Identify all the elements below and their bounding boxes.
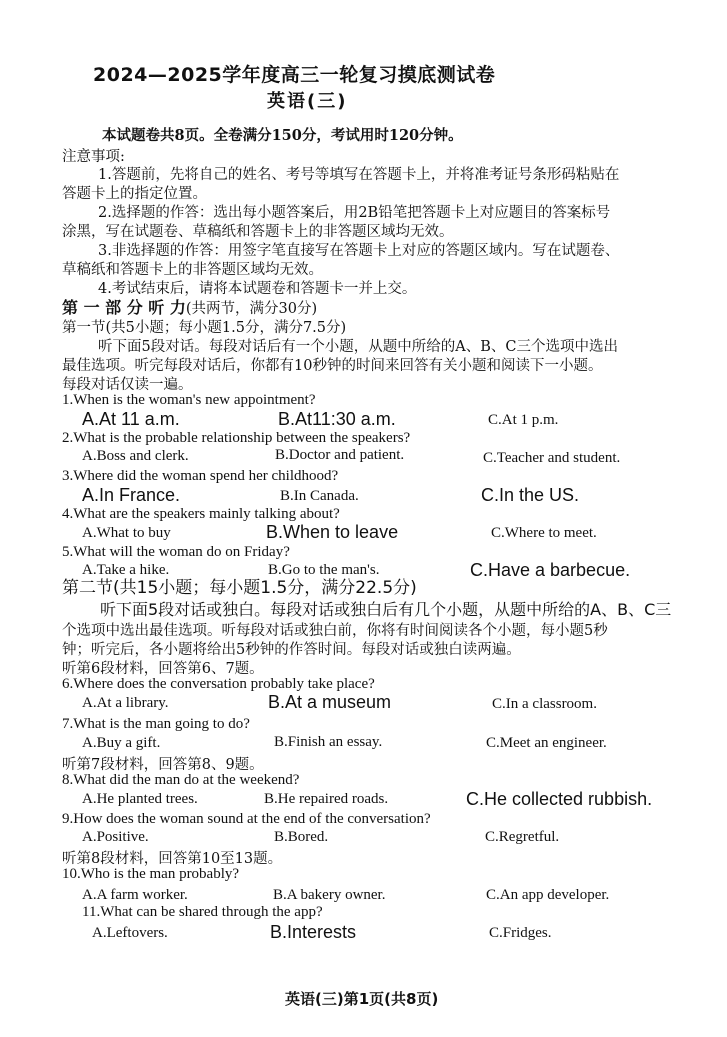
q7-option-b: B.Finish an essay. [274, 734, 383, 750]
question-6: 6.Where does the conversation probably take place? [62, 676, 375, 692]
section2-heading: 第二节(共15小题；每小题1.5分，满分22.5分) [62, 578, 417, 598]
q9-option-a: A.Positive. [82, 829, 149, 845]
question-5: 5.What will the woman do on Friday? [62, 544, 290, 560]
material-8-instr: 听第8段材料，回答第10至13题。 [62, 851, 283, 867]
notice-item-4: 4.考试结束后，请将本试题卷和答题卡一并上交。 [98, 281, 417, 297]
part1-heading-main: 第 一 部 分 听 力 [62, 298, 186, 317]
section2-instr-c: 钟；听完后，各小题将给出5秒钟的作答时间。每段对话或独白读两遍。 [62, 642, 521, 658]
q2-option-c: C.Teacher and student. [483, 450, 621, 466]
q2-option-a: A.Boss and clerk. [82, 448, 189, 464]
q10-option-c: C.An app developer. [486, 887, 610, 903]
question-1: 1.When is the woman's new appointment? [62, 392, 316, 408]
q3-option-a: A.In France. [82, 485, 181, 505]
q3-option-b: B.In Canada. [280, 488, 359, 504]
q11-option-c: C.Fridges. [489, 925, 552, 941]
question-2: 2.What is the probable relationship between the speakers? [62, 430, 411, 446]
page-footer: 英语(三)第1页(共8页) [285, 990, 439, 1008]
question-10: 10.Who is the man probably? [62, 866, 240, 882]
section1-heading: 第一节(共5小题；每小题1.5分，满分7.5分) [62, 320, 347, 336]
q4-option-c: C.Where to meet. [491, 525, 597, 541]
notice-item-3b: 草稿纸和答题卡上的非答题区域均无效。 [62, 262, 323, 278]
q10-option-a: A.A farm worker. [82, 887, 188, 903]
part1-heading [62, 295, 317, 318]
question-7: 7.What is the man going to do? [62, 716, 250, 732]
section1-instr-a: 听下面5段对话。每段对话后有一个小题，从题中所给的A、B、C三个选项中选出 [98, 339, 618, 355]
notice-item-3a: 3.非选择题的作答：用签字笔直接写在答题卡上对应的答题区域内。写在试题卷、 [98, 243, 620, 259]
question-8: 8.What did the man do at the weekend? [62, 772, 300, 788]
q4-option-b: B.When to leave [266, 522, 399, 542]
q1-option-a: A.At 11 a.m. [82, 409, 180, 429]
q5-option-c: C.Have a barbecue. [470, 560, 631, 580]
section1-instr-c: 每段对话仅读一遍。 [62, 377, 193, 393]
page-subtitle: 英语(三) [267, 91, 348, 112]
section1-instr-b: 最佳选项。听完每段对话后，你都有10秒钟的时间来回答有关小题和阅读下一小题。 [62, 358, 603, 374]
q7-option-a: A.Buy a gift. [82, 735, 161, 751]
q8-option-a: A.He planted trees. [82, 791, 198, 807]
question-9: 9.How does the woman sound at the end of the conversation? [62, 811, 431, 827]
q3-option-c: C.In the US. [481, 485, 580, 505]
q4-option-a: A.What to buy [82, 525, 171, 541]
q9-option-b: B.Bored. [274, 829, 329, 845]
part1-heading-note: (共两节，满分30分) [185, 301, 318, 317]
notice-item-1a: 1.答题前，先将自己的姓名、考号等填写在答题卡上，并将准考证号条形码粘贴在 [98, 167, 620, 183]
q11-option-a: A.Leftovers. [92, 925, 168, 941]
question-4: 4.What are the speakers mainly talking about? [62, 506, 340, 522]
q1-option-b: B.At11:30 a.m. [278, 409, 396, 429]
exam-summary: 本试题卷共8页。全卷满分150分，考试用时120分钟。 [102, 127, 463, 144]
q2-option-b: B.Doctor and patient. [275, 447, 405, 463]
section2-instr-b: 个选项中选出最佳选项。听每段对话或独白前，你将有时间阅读各个小题，每小题5秒 [62, 623, 608, 639]
q8-option-c: C.He collected rubbish. [466, 789, 653, 809]
q9-option-c: C.Regretful. [485, 829, 560, 845]
notice-item-2a: 2.选择题的作答：选出每小题答案后，用2B铅笔把答题卡上对应题目的答案标号 [98, 205, 611, 221]
notice-item-2b: 涂黑，写在试题卷、草稿纸和答题卡上的非答题区域均无效。 [62, 224, 454, 240]
q6-option-a: A.At a library. [82, 695, 169, 711]
question-3: 3.Where did the woman spend her childhood? [62, 468, 339, 484]
notice-item-1b: 答题卡上的指定位置。 [62, 186, 207, 202]
q5-option-b: B.Go to the man's. [268, 562, 380, 578]
material-6-instr: 听第6段材料，回答第6、7题。 [62, 661, 264, 677]
q8-option-b: B.He repaired roads. [264, 791, 389, 807]
material-7-instr: 听第7段材料，回答第8、9题。 [62, 757, 264, 773]
question-11: 11.What can be shared through the app? [82, 904, 323, 920]
q6-option-b: B.At a museum [268, 692, 392, 712]
section2-instr-a: 听下面5段对话或独白。每段对话或独白后有几个小题，从题中所给的A、B、C三 [100, 600, 672, 619]
notice-heading: 注意事项: [62, 149, 125, 165]
page-title: 2024—2025学年度高三一轮复习摸底测试卷 [93, 64, 496, 86]
q10-option-b: B.A bakery owner. [273, 887, 386, 903]
q11-option-b: B.Interests [270, 922, 357, 942]
q6-option-c: C.In a classroom. [492, 696, 597, 712]
q5-option-a: A.Take a hike. [82, 562, 170, 578]
q7-option-c: C.Meet an engineer. [486, 735, 607, 751]
q1-option-c: C.At 1 p.m. [488, 412, 559, 428]
